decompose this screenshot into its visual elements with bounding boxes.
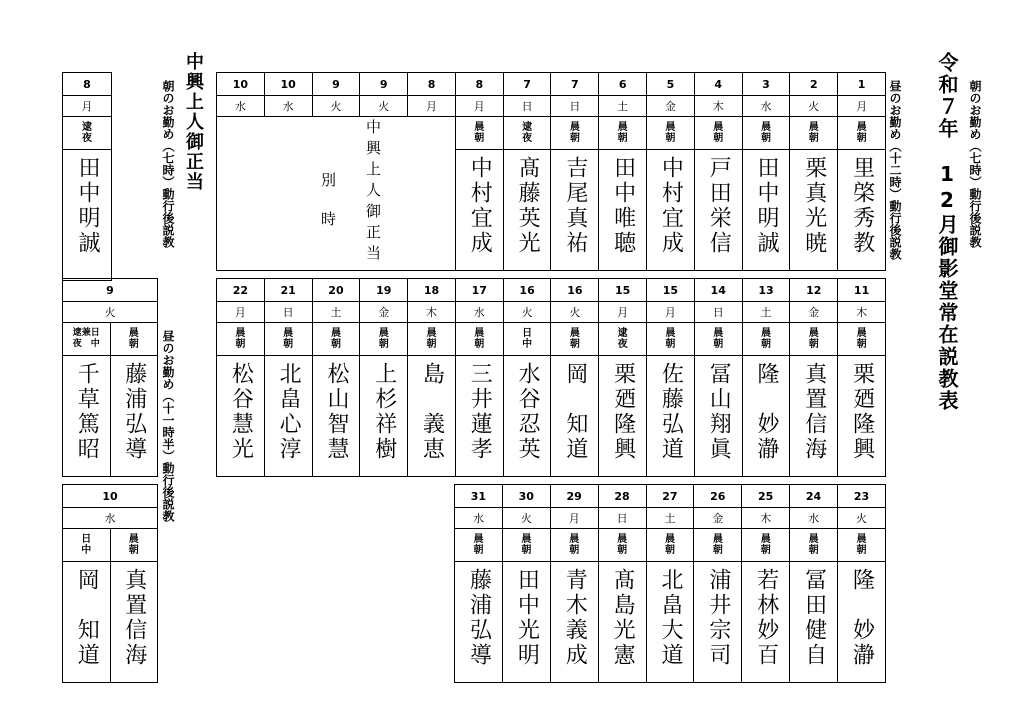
service-time-part: 朝 bbox=[569, 339, 580, 350]
weekday: 木 bbox=[838, 302, 886, 323]
service-time-part: 朝 bbox=[426, 339, 437, 350]
service-time bbox=[742, 323, 790, 356]
service-time-part: 晨 bbox=[856, 122, 867, 133]
weekday: 月 bbox=[647, 302, 695, 323]
noon-note: 昼のお勤め（十二時）動行後説教 bbox=[888, 80, 902, 260]
service-time-part: 晨 bbox=[521, 534, 532, 545]
side9-weekday: 火 bbox=[63, 302, 158, 323]
service-time-part: 朝 bbox=[712, 545, 723, 556]
preacher-cell bbox=[599, 356, 647, 477]
weekday: 日 bbox=[264, 302, 312, 323]
service-time bbox=[742, 117, 790, 150]
service-time-part: 夜 bbox=[522, 133, 533, 144]
day-number: 5 bbox=[647, 73, 695, 96]
service-time-part: 朝 bbox=[474, 339, 485, 350]
service-time bbox=[694, 529, 742, 562]
service-time-part: 晨 bbox=[664, 534, 675, 545]
service-time-part: 逮 bbox=[522, 122, 533, 133]
side9-name-a: 藤浦弘導 bbox=[110, 356, 158, 477]
service-time bbox=[838, 117, 886, 150]
special-cell bbox=[217, 117, 456, 271]
service-time-part: 晨 bbox=[617, 122, 628, 133]
service-time bbox=[838, 529, 886, 562]
week3-table bbox=[454, 484, 886, 683]
day-number: 4 bbox=[694, 73, 742, 96]
service-time bbox=[455, 323, 503, 356]
preacher-cell bbox=[647, 356, 695, 477]
service-time-part: 朝 bbox=[856, 545, 867, 556]
preacher-cell bbox=[598, 562, 646, 683]
week2-table bbox=[216, 278, 886, 477]
day-number: 10 bbox=[264, 73, 312, 96]
preacher-name: 戸田栄信 bbox=[706, 156, 732, 256]
preacher-name: 松山智慧 bbox=[323, 362, 349, 462]
service-time-part: 晨 bbox=[569, 122, 580, 133]
preacher-name: 藤浦弘導 bbox=[466, 568, 492, 668]
preacher-name: 髙島光憲 bbox=[610, 568, 636, 668]
preacher-cell bbox=[502, 562, 550, 683]
preacher-cell bbox=[790, 356, 838, 477]
preacher-cell bbox=[264, 356, 312, 477]
day-number: 14 bbox=[694, 279, 742, 302]
preacher-name: 青木義成 bbox=[562, 568, 588, 668]
service-time-part: 晨 bbox=[426, 328, 437, 339]
preacher-name: 北畠心淳 bbox=[276, 362, 302, 462]
preacher-cell bbox=[742, 150, 790, 271]
day-number: 26 bbox=[694, 485, 742, 508]
weekday: 水 bbox=[742, 96, 790, 117]
service-time-part: 朝 bbox=[569, 545, 580, 556]
preacher-name: 栗廼隆興 bbox=[610, 362, 636, 462]
preacher-name: 岡 知道 bbox=[562, 362, 588, 462]
service-time-part: 晨 bbox=[330, 328, 341, 339]
weekday: 土 bbox=[312, 302, 360, 323]
weekday: 火 bbox=[360, 96, 408, 117]
weekday: 火 bbox=[502, 508, 550, 529]
service-time-part: 晨 bbox=[665, 328, 676, 339]
service-time-part: 晨 bbox=[808, 534, 819, 545]
day-number: 8 bbox=[455, 73, 503, 96]
preacher-cell bbox=[694, 356, 742, 477]
service-time-part: 朝 bbox=[808, 133, 819, 144]
preacher-name: 北畠大道 bbox=[657, 568, 683, 668]
service-time-part: 朝 bbox=[617, 133, 628, 144]
weekday: 金 bbox=[790, 302, 838, 323]
weekday: 月 bbox=[838, 96, 886, 117]
service-time-part: 朝 bbox=[713, 339, 724, 350]
service-time bbox=[647, 117, 695, 150]
service-time-part: 晨 bbox=[856, 328, 867, 339]
side10-day: 10 bbox=[63, 485, 158, 508]
service-time-part: 朝 bbox=[474, 133, 485, 144]
preacher-cell bbox=[455, 150, 503, 271]
left-noon-note: 昼のお勤め（十一時半）動行後説教 bbox=[161, 330, 175, 522]
weekday: 火 bbox=[551, 302, 599, 323]
service-time-part: 晨 bbox=[617, 534, 628, 545]
day-number: 13 bbox=[742, 279, 790, 302]
preacher-name: 隆 妙瀞 bbox=[753, 362, 779, 462]
service-time-part: 晨 bbox=[473, 534, 484, 545]
service-time-part: 朝 bbox=[808, 339, 819, 350]
side9-day: 9 bbox=[63, 279, 158, 302]
service-time bbox=[694, 117, 742, 150]
weekday: 日 bbox=[598, 508, 646, 529]
special-title: 中興上人御正当 bbox=[183, 52, 204, 192]
side8-table bbox=[62, 72, 112, 281]
preacher-cell bbox=[742, 562, 790, 683]
day-number: 16 bbox=[551, 279, 599, 302]
weekday: 土 bbox=[599, 96, 647, 117]
day-number: 31 bbox=[455, 485, 503, 508]
morning-note: 朝のお勤め（七時）動行後説教 bbox=[968, 80, 982, 248]
left-morning-note: 朝のお勤め（七時）動行後説教 bbox=[161, 80, 175, 248]
week1-table bbox=[216, 72, 886, 271]
preacher-cell bbox=[790, 562, 838, 683]
preacher-cell bbox=[838, 562, 886, 683]
day-number: 2 bbox=[790, 73, 838, 96]
day-number: 15 bbox=[599, 279, 647, 302]
weekday: 水 bbox=[264, 96, 312, 117]
service-time-part: 朝 bbox=[713, 133, 724, 144]
service-time-part: 朝 bbox=[760, 339, 771, 350]
day-number: 27 bbox=[646, 485, 694, 508]
day-number: 11 bbox=[838, 279, 886, 302]
weekday: 月 bbox=[408, 96, 456, 117]
preacher-name: 島 義恵 bbox=[419, 362, 445, 462]
service-time-part: 晨 bbox=[713, 122, 724, 133]
preacher-cell bbox=[360, 356, 408, 477]
service-time-part: 晨 bbox=[760, 328, 771, 339]
day-number: 18 bbox=[408, 279, 456, 302]
service-time bbox=[264, 323, 312, 356]
service-time-part: 晨 bbox=[283, 328, 294, 339]
side10-name-b: 岡 知道 bbox=[63, 562, 111, 683]
side8-day: 8 bbox=[63, 73, 112, 96]
preacher-name: 真置信海 bbox=[801, 362, 827, 462]
service-time bbox=[646, 529, 694, 562]
service-time-part: 朝 bbox=[617, 545, 628, 556]
side9-table bbox=[62, 278, 158, 477]
day-number: 29 bbox=[550, 485, 598, 508]
service-time-part: 逮 bbox=[617, 328, 628, 339]
preacher-cell bbox=[503, 356, 551, 477]
service-time-part: 晨 bbox=[378, 328, 389, 339]
weekday: 水 bbox=[455, 508, 503, 529]
service-time-part: 朝 bbox=[856, 339, 867, 350]
preacher-cell bbox=[838, 356, 886, 477]
day-number: 16 bbox=[503, 279, 551, 302]
service-time-part: 晨 bbox=[808, 328, 819, 339]
preacher-name: 田中明誠 bbox=[753, 156, 779, 256]
service-time-part: 朝 bbox=[665, 339, 676, 350]
day-number: 7 bbox=[503, 73, 551, 96]
service-time bbox=[838, 323, 886, 356]
weekday: 日 bbox=[694, 302, 742, 323]
side8-time: 逮 夜 bbox=[63, 117, 112, 150]
preacher-cell bbox=[694, 150, 742, 271]
weekday: 木 bbox=[408, 302, 456, 323]
service-time-part: 夜 bbox=[617, 339, 628, 350]
preacher-name: 吉尾真祐 bbox=[562, 156, 588, 256]
service-time bbox=[360, 323, 408, 356]
service-time-part: 晨 bbox=[569, 534, 580, 545]
service-time-part: 晨 bbox=[474, 328, 485, 339]
service-time bbox=[455, 529, 503, 562]
preacher-cell bbox=[455, 562, 503, 683]
special-cell-text: 中興上人御正当 bbox=[363, 119, 382, 266]
service-time-part: 晨 bbox=[712, 534, 723, 545]
weekday: 木 bbox=[742, 508, 790, 529]
weekday: 月 bbox=[550, 508, 598, 529]
service-time-part: 晨 bbox=[665, 122, 676, 133]
special-cell-text: 別時 bbox=[318, 171, 337, 250]
preacher-name: 栗廼隆興 bbox=[849, 362, 875, 462]
day-number: 28 bbox=[598, 485, 646, 508]
side10-table bbox=[62, 484, 158, 683]
preacher-name: 田中唯聴 bbox=[610, 156, 636, 256]
day-number: 9 bbox=[312, 73, 360, 96]
preacher-cell bbox=[551, 356, 599, 477]
weekday: 火 bbox=[790, 96, 838, 117]
service-time bbox=[550, 529, 598, 562]
service-time bbox=[790, 117, 838, 150]
service-time bbox=[502, 529, 550, 562]
service-time-part: 朝 bbox=[760, 545, 771, 556]
service-time-part: 朝 bbox=[235, 339, 246, 350]
side9-time-b: 逮兼日 夜 中 bbox=[63, 323, 111, 356]
service-time bbox=[599, 323, 647, 356]
service-time-part: 朝 bbox=[330, 339, 341, 350]
preacher-name: 中村宜成 bbox=[467, 156, 493, 256]
day-number: 21 bbox=[264, 279, 312, 302]
preacher-cell bbox=[551, 150, 599, 271]
weekday: 日 bbox=[551, 96, 599, 117]
service-time-part: 朝 bbox=[569, 133, 580, 144]
day-number: 30 bbox=[502, 485, 550, 508]
weekday: 金 bbox=[647, 96, 695, 117]
preacher-cell bbox=[790, 150, 838, 271]
side10-time-b: 日 中 bbox=[63, 529, 111, 562]
service-time bbox=[599, 117, 647, 150]
service-time bbox=[742, 529, 790, 562]
service-time bbox=[790, 323, 838, 356]
service-time bbox=[312, 323, 360, 356]
service-time-part: 晨 bbox=[856, 534, 867, 545]
preacher-name: 中村宜成 bbox=[658, 156, 684, 256]
preacher-name: 栗真光暁 bbox=[801, 156, 827, 256]
service-time-part: 中 bbox=[522, 339, 533, 350]
day-number: 20 bbox=[312, 279, 360, 302]
preacher-cell bbox=[312, 356, 360, 477]
weekday: 水 bbox=[790, 508, 838, 529]
weekday: 土 bbox=[742, 302, 790, 323]
weekday: 月 bbox=[217, 302, 265, 323]
day-number: 3 bbox=[742, 73, 790, 96]
side10-name-a: 真置信海 bbox=[110, 562, 158, 683]
weekday: 水 bbox=[455, 302, 503, 323]
service-time-part: 朝 bbox=[473, 545, 484, 556]
day-number: 1 bbox=[838, 73, 886, 96]
preacher-cell bbox=[694, 562, 742, 683]
preacher-name: 上杉祥樹 bbox=[371, 362, 397, 462]
preacher-name: 里棨秀教 bbox=[849, 156, 875, 256]
service-time-part: 晨 bbox=[474, 122, 485, 133]
weekday: 火 bbox=[838, 508, 886, 529]
service-time bbox=[551, 117, 599, 150]
preacher-name: 松谷慧光 bbox=[228, 362, 254, 462]
day-number: 12 bbox=[790, 279, 838, 302]
weekday: 月 bbox=[599, 302, 647, 323]
service-time bbox=[694, 323, 742, 356]
day-number: 7 bbox=[551, 73, 599, 96]
preacher-name: 水谷忍英 bbox=[515, 362, 541, 462]
service-time-part: 日 bbox=[522, 328, 533, 339]
service-time-part: 晨 bbox=[235, 328, 246, 339]
side10-weekday: 水 bbox=[63, 508, 158, 529]
service-time bbox=[503, 117, 551, 150]
side9-name-b: 千草篤昭 bbox=[63, 356, 111, 477]
weekday: 月 bbox=[455, 96, 503, 117]
service-time bbox=[455, 117, 503, 150]
preacher-cell bbox=[503, 150, 551, 271]
service-time-part: 晨 bbox=[569, 328, 580, 339]
service-time-part: 朝 bbox=[760, 133, 771, 144]
day-number: 8 bbox=[408, 73, 456, 96]
service-time bbox=[551, 323, 599, 356]
day-number: 19 bbox=[360, 279, 408, 302]
service-time bbox=[408, 323, 456, 356]
preacher-name: 冨田健自 bbox=[801, 568, 827, 668]
day-number: 17 bbox=[455, 279, 503, 302]
preacher-cell bbox=[599, 150, 647, 271]
day-number: 10 bbox=[217, 73, 265, 96]
preacher-cell bbox=[217, 356, 265, 477]
preacher-name: 冨山翔眞 bbox=[706, 362, 732, 462]
preacher-cell bbox=[455, 356, 503, 477]
day-number: 24 bbox=[790, 485, 838, 508]
preacher-cell bbox=[838, 150, 886, 271]
preacher-cell bbox=[647, 150, 695, 271]
service-time-part: 朝 bbox=[856, 133, 867, 144]
service-time bbox=[598, 529, 646, 562]
service-time bbox=[503, 323, 551, 356]
weekday: 金 bbox=[694, 508, 742, 529]
preacher-cell bbox=[646, 562, 694, 683]
preacher-cell bbox=[408, 356, 456, 477]
service-time-part: 朝 bbox=[664, 545, 675, 556]
preacher-name: 田中光明 bbox=[514, 568, 540, 668]
weekday: 金 bbox=[360, 302, 408, 323]
weekday: 火 bbox=[312, 96, 360, 117]
service-time-part: 朝 bbox=[378, 339, 389, 350]
weekday: 木 bbox=[694, 96, 742, 117]
preacher-cell bbox=[550, 562, 598, 683]
service-time-part: 朝 bbox=[521, 545, 532, 556]
day-number: 6 bbox=[599, 73, 647, 96]
day-number: 9 bbox=[360, 73, 408, 96]
service-time-part: 朝 bbox=[808, 545, 819, 556]
side8-weekday: 月 bbox=[63, 96, 112, 117]
weekday: 土 bbox=[646, 508, 694, 529]
side10-time-a: 晨 朝 bbox=[110, 529, 158, 562]
weekday: 火 bbox=[503, 302, 551, 323]
service-time bbox=[647, 323, 695, 356]
day-number: 23 bbox=[838, 485, 886, 508]
preacher-name: 髙藤英光 bbox=[515, 156, 541, 256]
page-title: 令和７年 12月御影堂常在説教表 bbox=[935, 52, 959, 412]
service-time-part: 晨 bbox=[808, 122, 819, 133]
service-time-part: 朝 bbox=[283, 339, 294, 350]
preacher-cell bbox=[742, 356, 790, 477]
side9-time-a: 晨 朝 bbox=[110, 323, 158, 356]
preacher-name: 浦井宗司 bbox=[705, 568, 731, 668]
side8-name: 田中明誠 bbox=[63, 150, 112, 281]
service-time bbox=[790, 529, 838, 562]
preacher-name: 三井蓮孝 bbox=[467, 362, 493, 462]
weekday: 水 bbox=[217, 96, 265, 117]
service-time bbox=[217, 323, 265, 356]
preacher-name: 隆 妙瀞 bbox=[849, 568, 875, 668]
service-time-part: 晨 bbox=[760, 534, 771, 545]
day-number: 15 bbox=[647, 279, 695, 302]
service-time-part: 晨 bbox=[760, 122, 771, 133]
service-time-part: 晨 bbox=[713, 328, 724, 339]
preacher-name: 若林妙百 bbox=[753, 568, 779, 668]
service-time-part: 朝 bbox=[665, 133, 676, 144]
weekday: 日 bbox=[503, 96, 551, 117]
day-number: 22 bbox=[217, 279, 265, 302]
day-number: 25 bbox=[742, 485, 790, 508]
preacher-name: 佐藤弘道 bbox=[658, 362, 684, 462]
